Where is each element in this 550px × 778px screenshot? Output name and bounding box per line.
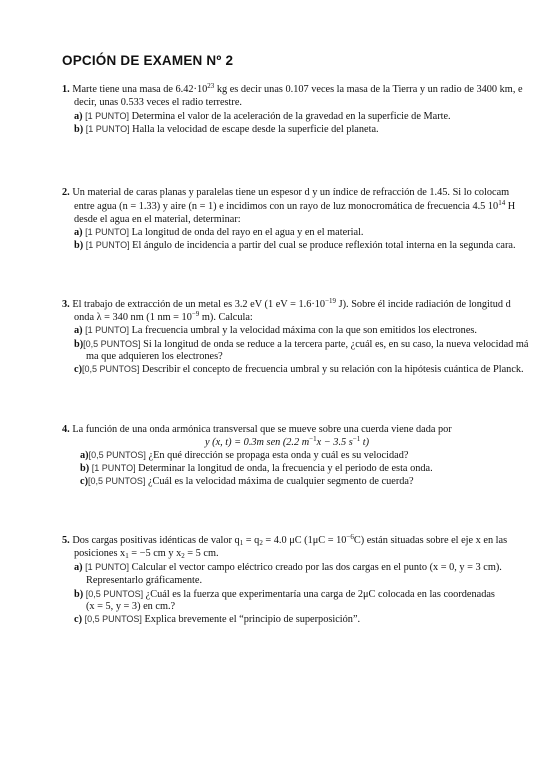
question-2-part-a bbox=[74, 226, 363, 239]
question-text: = −5 cm y x bbox=[128, 548, 182, 559]
question-text: La función de una onda armónica transversal que se mueve sobre una cuerda viene dada por bbox=[72, 424, 452, 435]
subscript: 1 bbox=[239, 539, 244, 547]
question-3-line-1 bbox=[62, 298, 511, 311]
question-5-line-1 bbox=[62, 534, 507, 547]
points-badge: [1 PUNTO] bbox=[85, 227, 130, 237]
question-number: 1. bbox=[62, 84, 70, 95]
question-4-part-c bbox=[80, 475, 414, 488]
subscript: 1 bbox=[125, 552, 129, 560]
exponent: −19 bbox=[325, 297, 337, 305]
question-3-part-a bbox=[74, 324, 477, 337]
part-label: a) bbox=[74, 562, 83, 573]
question-5-part-c bbox=[74, 613, 360, 626]
part-label: b) bbox=[74, 589, 84, 600]
points-badge: [1 PUNTO] bbox=[85, 124, 130, 134]
points-badge: [0,5 PUNTOS] bbox=[83, 339, 141, 349]
part-text: La longitud de onda del rayo en el agua y en el material. bbox=[131, 227, 364, 238]
question-text: posiciones x bbox=[74, 548, 126, 559]
question-number: 2. bbox=[62, 187, 70, 198]
question-text: Dos cargas positivas idénticas de valor q bbox=[72, 535, 240, 546]
part-label: c) bbox=[74, 364, 82, 375]
points-badge: [0,5 PUNTOS] bbox=[84, 614, 142, 624]
part-label: b) bbox=[74, 240, 84, 251]
part-label: a) bbox=[80, 450, 89, 461]
exponent: −1 bbox=[309, 435, 317, 443]
part-text: La frecuencia umbral y la velocidad máxima con la que son emitidos los electrones. bbox=[131, 325, 477, 336]
part-text: ¿Cuál es la velocidad máxima de cualquier segmento de cuerda? bbox=[147, 476, 414, 487]
question-text: entre agua (n = 1.33) y aire (n = 1) e incidimos con un rayo de luz monocromática de frecuencia 4.5 10 bbox=[74, 201, 499, 212]
part-label: a) bbox=[74, 325, 83, 336]
question-text: Marte tiene una masa de 6.42·10 bbox=[72, 84, 208, 95]
part-label: b) bbox=[80, 463, 90, 474]
question-5-line-2 bbox=[74, 547, 219, 560]
question-text: El trabajo de extracción de un metal es 3.2 eV (1 eV = 1.6·10 bbox=[72, 299, 326, 310]
part-text: El ángulo de incidencia a partir del cual se produce reflexión total interna en la segunda cara. bbox=[132, 240, 516, 251]
question-5-part-a bbox=[74, 561, 502, 574]
equation-part: y (x, t) = 0.3m sen (2.2 m bbox=[205, 437, 310, 448]
exponent: 14 bbox=[498, 199, 506, 207]
part-label: b) bbox=[74, 339, 84, 350]
part-label: a) bbox=[74, 111, 83, 122]
part-text: Si la longitud de onda se reduce a la tercera parte, ¿cuál es, en su caso, la nueva velocidad má bbox=[143, 339, 529, 350]
question-number: 5. bbox=[62, 535, 70, 546]
equation-part: t) bbox=[360, 437, 370, 448]
part-label: c) bbox=[74, 614, 82, 625]
points-badge: [0,5 PUNTOS] bbox=[88, 476, 146, 486]
part-text: Determinar la longitud de onda, la frecuencia y el periodo de esta onda. bbox=[138, 463, 433, 474]
question-3-part-b-continued: ma que adquieren los electrones? bbox=[86, 351, 223, 362]
question-2-line-1 bbox=[62, 186, 509, 199]
question-text: onda λ = 340 nm (1 nm = 10 bbox=[74, 312, 192, 323]
question-4-part-b bbox=[80, 462, 433, 475]
equation-part: x − 3.5 s bbox=[316, 437, 353, 448]
points-badge: [1 PUNTO] bbox=[85, 240, 130, 250]
page-title: OPCIÓN DE EXAMEN Nº 2 bbox=[62, 53, 234, 68]
points-badge: [1 PUNTO] bbox=[91, 463, 136, 473]
question-3-part-c bbox=[74, 363, 524, 376]
question-1-line-1 bbox=[62, 83, 523, 96]
points-badge: [0,5 PUNTOS] bbox=[85, 589, 144, 599]
question-3-line-2 bbox=[74, 311, 253, 324]
part-label: c) bbox=[80, 476, 88, 487]
subscript: 2 bbox=[259, 539, 263, 547]
wave-equation bbox=[205, 436, 369, 449]
question-1-line-2: decir, unas 0.533 veces el radio terrestre. bbox=[74, 97, 242, 108]
subscript: 2 bbox=[181, 552, 185, 560]
question-text: = 5 cm. bbox=[184, 548, 219, 559]
part-text: ¿En qué dirección se propaga esta onda y cuál es su velocidad? bbox=[148, 450, 409, 461]
exponent: −1 bbox=[352, 435, 361, 443]
question-2-line-3: desde el agua en el material, determinar: bbox=[74, 214, 241, 225]
points-badge: [1 PUNTO] bbox=[85, 325, 130, 335]
points-badge: [1 PUNTO] bbox=[85, 111, 130, 121]
question-5-part-a-continued: Representarlo gráficamente. bbox=[86, 575, 203, 586]
question-5-part-b-continued: (x = 5, y = 3) en cm.? bbox=[86, 601, 176, 612]
exponent: −6 bbox=[346, 533, 354, 541]
points-badge: [0,5 PUNTOS] bbox=[82, 364, 140, 374]
points-badge: [1 PUNTO] bbox=[85, 562, 130, 572]
part-text: ¿Cuál es la fuerza que experimentaría una carga de 2μC colocada en las coordenadas bbox=[145, 589, 495, 600]
part-text: Explica brevemente el “principio de superposición”. bbox=[144, 614, 361, 625]
part-text: Describir el concepto de frecuencia umbral y su relación con la hipótesis cuántica de Planck. bbox=[141, 364, 524, 375]
exponent: −9 bbox=[191, 310, 200, 318]
question-text: Un material de caras planas y paralelas tiene un espesor d y un índice de refracción de 1.45. Si lo colocam bbox=[72, 187, 510, 198]
question-text: m). Calcula: bbox=[199, 312, 253, 323]
question-2-line-2 bbox=[74, 200, 515, 213]
question-1-part-a bbox=[74, 110, 451, 123]
question-text: J). Sobre él incide radiación de longitud d bbox=[336, 299, 511, 310]
part-label: b) bbox=[74, 124, 84, 135]
question-1-part-b bbox=[74, 123, 379, 136]
question-text: = q bbox=[243, 535, 260, 546]
question-2-part-b bbox=[74, 239, 516, 252]
points-badge: [0,5 PUNTOS] bbox=[88, 450, 146, 460]
question-number: 4. bbox=[62, 424, 70, 435]
part-label: a) bbox=[74, 227, 83, 238]
question-text: = 4.0 μC (1μC = 10 bbox=[262, 535, 347, 546]
exponent: 23 bbox=[207, 82, 215, 90]
question-number: 3. bbox=[62, 299, 70, 310]
part-text: Calcular el vector campo eléctrico creado por las dos cargas en el punto (x = 0, y = 3 cm). bbox=[131, 562, 502, 573]
part-text: Determina el valor de la aceleración de la gravedad en la superficie de Marte. bbox=[131, 111, 451, 122]
part-text: Halla la velocidad de escape desde la superficie del planeta. bbox=[132, 124, 379, 135]
question-4-line-1 bbox=[62, 423, 452, 436]
question-4-part-a bbox=[80, 449, 408, 462]
question-text: kg es decir unas 0.107 veces la masa de la Tierra y un radio de 3400 km, e bbox=[214, 84, 523, 95]
question-text: C) están situadas sobre el eje x en las bbox=[353, 535, 508, 546]
question-text: H bbox=[505, 201, 516, 212]
